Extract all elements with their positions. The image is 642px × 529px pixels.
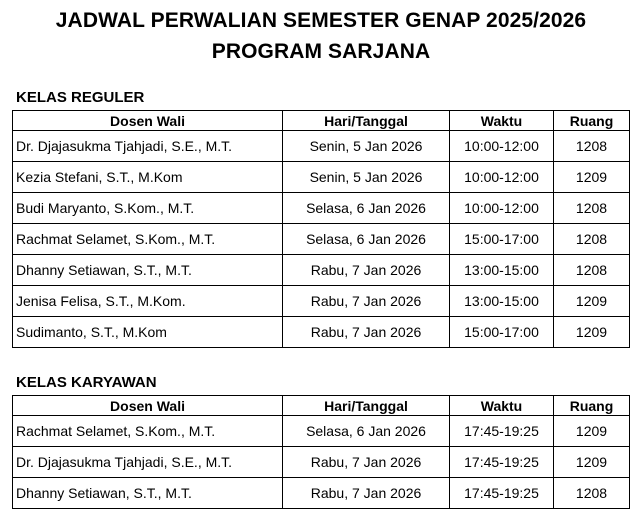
table-row <box>13 478 630 509</box>
cell-hari-tanggal: Senin, 5 Jan 2026 <box>283 131 450 162</box>
cell-dosen-wali: Sudimanto, S.T., M.Kom <box>13 317 283 348</box>
cell-hari-tanggal: Rabu, 7 Jan 2026 <box>283 447 450 478</box>
page-title: JADWAL PERWALIAN SEMESTER GENAP 2025/2026 <box>55 9 587 32</box>
cell-waktu: 15:00-17:00 <box>450 317 554 348</box>
column-header-dosen-wali: Dosen Wali <box>13 111 283 131</box>
cell-hari-tanggal: Rabu, 7 Jan 2026 <box>283 317 450 348</box>
cell-hari-tanggal: Rabu, 7 Jan 2026 <box>283 255 450 286</box>
cell-hari-tanggal: Senin, 5 Jan 2026 <box>283 162 450 193</box>
cell-waktu: 17:45-19:25 <box>450 447 554 478</box>
cell-ruang: 1208 <box>554 224 630 255</box>
schedule-table-karyawan <box>12 395 630 509</box>
cell-dosen-wali: Rachmat Selamet, S.Kom., M.T. <box>13 224 283 255</box>
cell-dosen-wali: Rachmat Selamet, S.Kom., M.T. <box>13 416 283 447</box>
table-row <box>13 286 630 317</box>
cell-ruang: 1208 <box>554 478 630 509</box>
column-header-hari-tanggal: Hari/Tanggal <box>283 111 450 131</box>
cell-dosen-wali: Budi Maryanto, S.Kom., M.T. <box>13 193 283 224</box>
table-row <box>13 162 630 193</box>
cell-dosen-wali: Kezia Stefani, S.T., M.Kom <box>13 162 283 193</box>
cell-ruang: 1209 <box>554 286 630 317</box>
cell-waktu: 10:00-12:00 <box>450 131 554 162</box>
table-row <box>13 416 630 447</box>
cell-waktu: 17:45-19:25 <box>450 416 554 447</box>
cell-ruang: 1208 <box>554 193 630 224</box>
table-row <box>13 317 630 348</box>
cell-dosen-wali: Dhanny Setiawan, S.T., M.T. <box>13 255 283 286</box>
column-header-ruang: Ruang <box>554 396 630 416</box>
table-row <box>13 447 630 478</box>
cell-hari-tanggal: Rabu, 7 Jan 2026 <box>283 286 450 317</box>
cell-dosen-wali: Jenisa Felisa, S.T., M.Kom. <box>13 286 283 317</box>
cell-ruang: 1209 <box>554 317 630 348</box>
table-row <box>13 131 630 162</box>
column-header-hari-tanggal: Hari/Tanggal <box>283 396 450 416</box>
section-heading-karyawan: KELAS KARYAWAN <box>16 374 157 391</box>
cell-ruang: 1209 <box>554 447 630 478</box>
cell-waktu: 10:00-12:00 <box>450 162 554 193</box>
cell-dosen-wali: Dr. Djajasukma Tjahjadi, S.E., M.T. <box>13 447 283 478</box>
cell-ruang: 1208 <box>554 255 630 286</box>
cell-hari-tanggal: Selasa, 6 Jan 2026 <box>283 416 450 447</box>
cell-waktu: 13:00-15:00 <box>450 255 554 286</box>
table-header-row <box>13 111 630 131</box>
section-heading-reguler: KELAS REGULER <box>16 89 145 106</box>
column-header-ruang: Ruang <box>554 111 630 131</box>
cell-ruang: 1209 <box>554 416 630 447</box>
schedule-table-reguler <box>12 110 630 348</box>
cell-waktu: 17:45-19:25 <box>450 478 554 509</box>
cell-hari-tanggal: Rabu, 7 Jan 2026 <box>283 478 450 509</box>
cell-ruang: 1209 <box>554 162 630 193</box>
cell-waktu: 10:00-12:00 <box>450 193 554 224</box>
cell-waktu: 15:00-17:00 <box>450 224 554 255</box>
cell-hari-tanggal: Selasa, 6 Jan 2026 <box>283 224 450 255</box>
cell-hari-tanggal: Selasa, 6 Jan 2026 <box>283 193 450 224</box>
table-row <box>13 193 630 224</box>
cell-dosen-wali: Dhanny Setiawan, S.T., M.T. <box>13 478 283 509</box>
column-header-dosen-wali: Dosen Wali <box>13 396 283 416</box>
column-header-waktu: Waktu <box>450 396 554 416</box>
cell-dosen-wali: Dr. Djajasukma Tjahjadi, S.E., M.T. <box>13 131 283 162</box>
cell-waktu: 13:00-15:00 <box>450 286 554 317</box>
table-row <box>13 255 630 286</box>
column-header-waktu: Waktu <box>450 111 554 131</box>
cell-ruang: 1208 <box>554 131 630 162</box>
table-header-row <box>13 396 630 416</box>
table-row <box>13 224 630 255</box>
page-subtitle: PROGRAM SARJANA <box>211 40 431 63</box>
